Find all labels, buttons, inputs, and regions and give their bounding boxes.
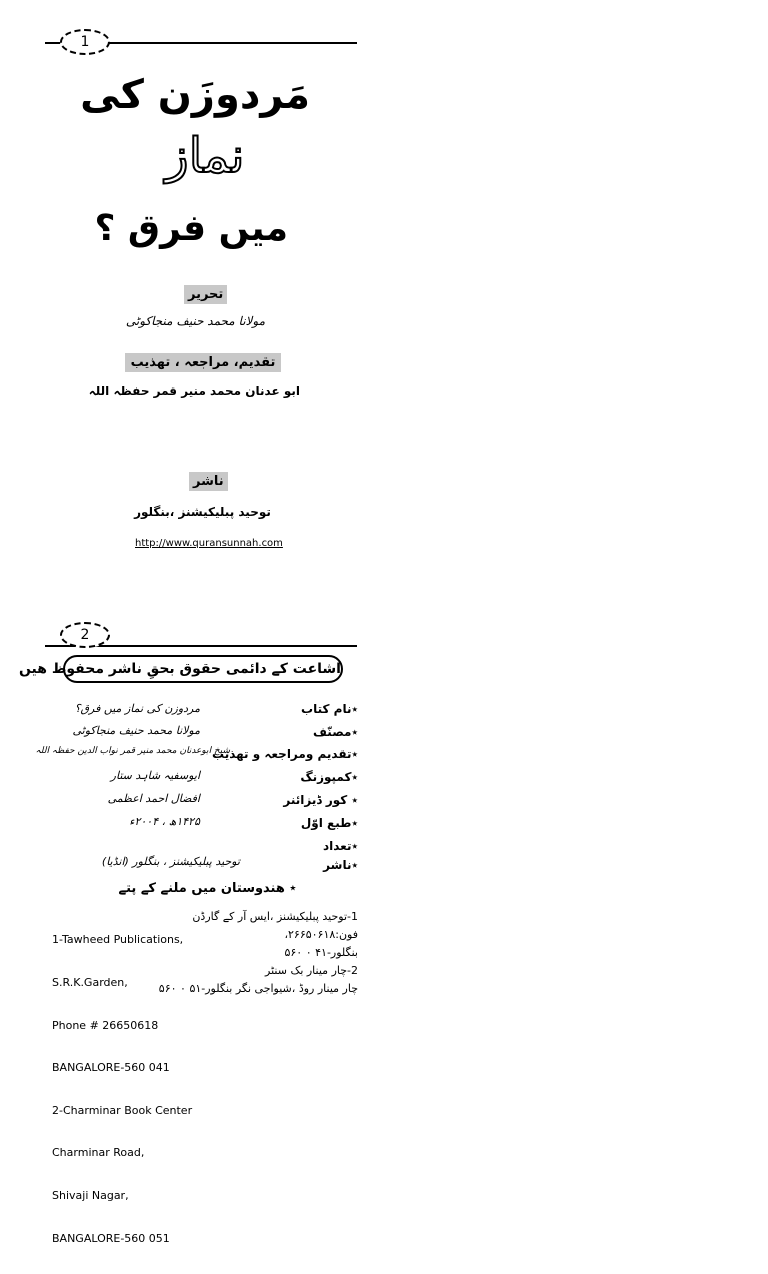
address-line: 1-توحید پبلیکیشنز ،ایس آر کے گارڈن (192, 910, 358, 923)
info-row-value: ایوسفیہ شاہد ستار (110, 769, 200, 782)
page-number-badge: 1 (60, 29, 110, 55)
address-line: فون:۲۶۶۵۰۶۱۸، (284, 928, 358, 941)
info-row-value: توحید پبلیکیشنز ، بنگلور (انڈیا) (101, 855, 240, 868)
title-line-3: میں فرق ؟ (94, 208, 288, 249)
author-label: تحریر (184, 285, 227, 304)
info-row-label: ٭ کور ڈیزائنر (283, 793, 358, 807)
author-name: مولانا محمد حنیف منجاکوٹی (125, 314, 265, 328)
editor-name: ابو عدنان محمد منیر قمر حفظہ اللہ (88, 384, 300, 398)
english-address-block (52, 905, 192, 1274)
urdu-address-block (158, 908, 358, 998)
address-line: 1-Tawheed Publications, (52, 933, 184, 947)
address-line: چار مینار روڈ ،شیواجی نگر بنگلور-۵۱ ۰ ۵۶۰ (158, 982, 358, 995)
address-line: بنگلور-۴۱ ۰ ۵۶۰ (284, 946, 358, 959)
address-line: Shivaji Nagar, (52, 1189, 129, 1203)
address-line: 2-Charminar Book Center (52, 1103, 193, 1117)
website-link[interactable]: http://www.quransunnah.com (135, 538, 283, 549)
address-line: S.R.K.Garden, (52, 976, 128, 990)
info-row-label: ٭مصنّف (313, 725, 358, 739)
address-line: Phone # 26650618 (52, 1018, 159, 1032)
publisher-name: توحید پبلیکیشنز ،بنگلور (134, 505, 271, 519)
title-line-1: مَردوزَن کی (80, 72, 310, 118)
editor-label: تقدیم، مراجعہ ، تھذیب (125, 353, 281, 372)
addresses-heading: ٭ ھندوستان میں ملنے کے پتے (118, 881, 297, 896)
info-row-label: ٭طبع اوّل (300, 816, 358, 830)
info-row-value: شیخ ابوعدنان محمد منیر قمر نواب الدین حفظہ اللہ (35, 746, 230, 756)
info-row-value: مولانا محمد حنیف منجاکوٹی (72, 724, 200, 737)
info-row-value: ۱۴۲۵ھ ، ۲۰۰۴ء (129, 815, 200, 828)
info-row-label: ٭تعداد (322, 839, 358, 853)
info-row-label: ٭تقدیم ومراجعہ و تھذیب (211, 747, 358, 761)
info-row-value: مردوزن کی نماز میں فرق؟ (74, 702, 200, 715)
info-row-label: ٭کمپوزنگ (300, 770, 358, 784)
address-line: 2-چار مینار بک سنٹر (265, 964, 358, 977)
info-row-label: ٭ناشر (323, 858, 358, 872)
info-row-value: افضال احمد اعظمی (107, 792, 200, 805)
address-line: Charminar Road, (52, 1146, 145, 1160)
book-info-table (35, 700, 358, 880)
address-line: BANGALORE-560 041 (52, 1061, 170, 1075)
page-number-badge: 2 (60, 622, 110, 648)
address-line: BANGALORE-560 051 (52, 1231, 170, 1245)
title-line-2: نماز (165, 128, 245, 184)
copyright-notice: اشاعت کے دائمی حقوق بحقِ ناشر محفوظ ھیں (63, 655, 343, 683)
info-row-label: ٭نام کتاب (301, 702, 358, 716)
publisher-label: ناشر (189, 472, 228, 491)
